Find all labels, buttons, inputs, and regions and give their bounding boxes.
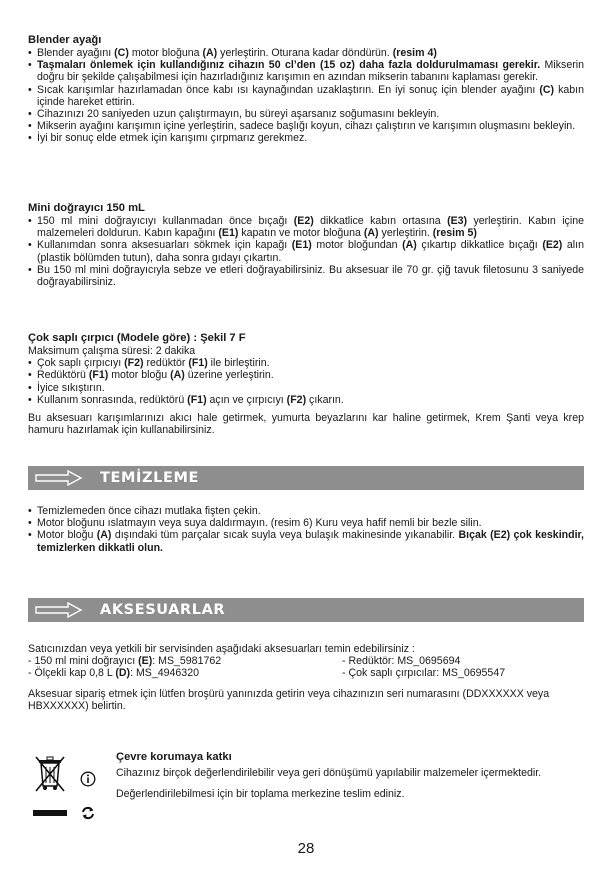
cleaning-bullet-1: • Temizlemeden önce cihazı mutlaka fişten çekin. [28, 505, 584, 517]
whisk-heading: Çok saplı çırpıcı (Modele göre) : Şekil 7 F [28, 332, 246, 344]
blender-bullet-5: • Mikserin ayağını karışımın içine yerleştirin, sadece başlığı koyun, cihazı çalıştırın ve karışımın oluşmasını bekleyin. [28, 120, 584, 132]
mini-bullet-1: • 150 ml mini doğrayıcıyı kullanmadan önce bıçağı (E2) dikkatlice kabın ortasına (E3) yerleştirin. Kabın içine malzemeleri doldurun. Kabın kapağını (E1) kapatın ve motor bloğuna (A) yerleştirin. (resim 5) [28, 215, 584, 239]
cleaning-section-header [28, 466, 584, 490]
accessories-section-header [28, 598, 584, 622]
arrow-right-icon [34, 470, 84, 486]
whisk-bullet-1: • Çok saplı çırpıcıyı (F2) redüktör (F1) ile birleştirin. [28, 357, 584, 369]
accessory-row: - 150 ml mini doğrayıcı (E): MS_5981762 - Redüktör: MS_0695694 [28, 655, 461, 668]
cleaning-title: TEMİZLEME [100, 470, 200, 486]
environment-section [116, 751, 584, 800]
accessories-section [28, 643, 584, 712]
blender-bullet-6: • İyi bir sonuç elde etmek için karışımı çırpmarız gerekmez. [28, 132, 584, 144]
blender-heading: Blender ayağı [28, 34, 102, 46]
blender-section [28, 34, 584, 145]
crossed-out-bin-icon [33, 753, 67, 797]
environment-heading: Çevre korumaya katkı [116, 751, 232, 763]
blender-bullet-1: • Blender ayağını (C) motor bloğuna (A) yerleştirin. Oturana kadar döndürün. (resim 4) [28, 47, 584, 59]
page-number: 28 [297, 840, 315, 857]
environment-line-1: Cihazınız birçok değerlendirilebilir veya geri dönüşümü yapılabilir malzemeler içermektedir. [116, 767, 542, 779]
whisk-bullet-2: • Redüktörü (F1) motor bloğu (A) üzerine yerleştirin. [28, 369, 584, 381]
info-icon [80, 771, 96, 787]
cleaning-bullet-3: • Motor bloğu (A) dışındaki tüm parçalar sıcak suyla veya bulaşık makinesinde yıkanabilir. Bıçak (E2) çok keskindir, temizlerken dikkatli olun. [28, 529, 584, 553]
recycle-arrows-icon [80, 806, 96, 820]
whisk-max-time: Maksimum çalışma süresi: 2 dakika [28, 345, 196, 357]
blender-bullet-4: • Cihazınızı 20 saniyeden uzun çalıştırmayın, bu süreyi aşarsanız soğumasını bekleyin. [28, 108, 584, 120]
mini-bullet-3: • Bu 150 ml mini doğrayıcıyla sebze ve etleri doğrayabilirsiniz. Bu aksesuar ile 70 gr. çiğ tavuk filetosunu 3 saniyede doğrayabilirsiniz. [28, 264, 584, 288]
separate-collection-bar-icon [33, 810, 67, 816]
accessories-intro: Satıcınızdan veya yetkili bir servisinden aşağıdaki aksesuarları temin edebilirsiniz : [28, 643, 415, 655]
mini-bullet-2: • Kullanımdan sonra aksesuarları sökmek için kapağı (E1) motor bloğundan (A) çıkartıp dikkatlice bıçağı (E2) alın (plastik bölümden tutun), daha sonra gıdayı çıkartın. [28, 239, 584, 263]
whisk-bullet-4: • Kullanım sonrasında, redüktörü (F1) açın ve çırpıcıyı (F2) çıkarın. [28, 394, 584, 406]
whisk-bullet-3: • İyice sıkıştırın. [28, 382, 584, 394]
mini-chopper-section [28, 202, 584, 288]
environment-line-2: Değerlendirilebilmesi için bir toplama merkezine teslim ediniz. [116, 788, 405, 801]
arrow-right-icon [34, 602, 84, 618]
whisk-note: Bu aksesuarı karışımlarınızı akıcı hale getirmek, yumurta beyazlarını kar haline getirmek, Krem Şanti veya krep hamuru hazırlamak için kullanabilirsiniz. [28, 412, 584, 437]
cleaning-bullet-2: • Motor bloğunu ıslatmayın veya suya daldırmayın. (resim 6) Kuru veya hafif nemli bir bezle silin. [28, 517, 584, 529]
accessories-title: AKSESUARLAR [100, 602, 226, 618]
cleaning-section [28, 505, 584, 554]
mini-chopper-heading: Mini doğrayıcı 150 mL [28, 202, 145, 214]
whisk-section [28, 332, 584, 436]
accessories-order-note: Aksesuar sipariş etmek için lütfen broşürü yanınızda getirin veya cihazınızın seri numarasını (DDXXXXXX veya HBXXXXXX) belirtin. [28, 687, 550, 712]
blender-bullet-2: • Taşmaları önlemek için kullandığınız cihazın 50 cl’den (15 oz) daha fazla doldurulmaması gerekir. Mikserin doğru bir şekilde çalışabilmesi için hazırladığınız karışımın en azından mikserin tabanını kaplaması gerekir. [28, 59, 584, 83]
accessory-row: - Ölçekli kap 0,8 L (D): MS_4946320 - Çok saplı çırpıcılar: MS_0695547 [28, 667, 506, 680]
blender-bullet-3: • Sıcak karışımlar hazırlamadan önce kabı ısı kaynağından uzaklaştırın. En iyi sonuç için blender ayağını (C) kabın içinde hareket ettirin. [28, 84, 584, 108]
